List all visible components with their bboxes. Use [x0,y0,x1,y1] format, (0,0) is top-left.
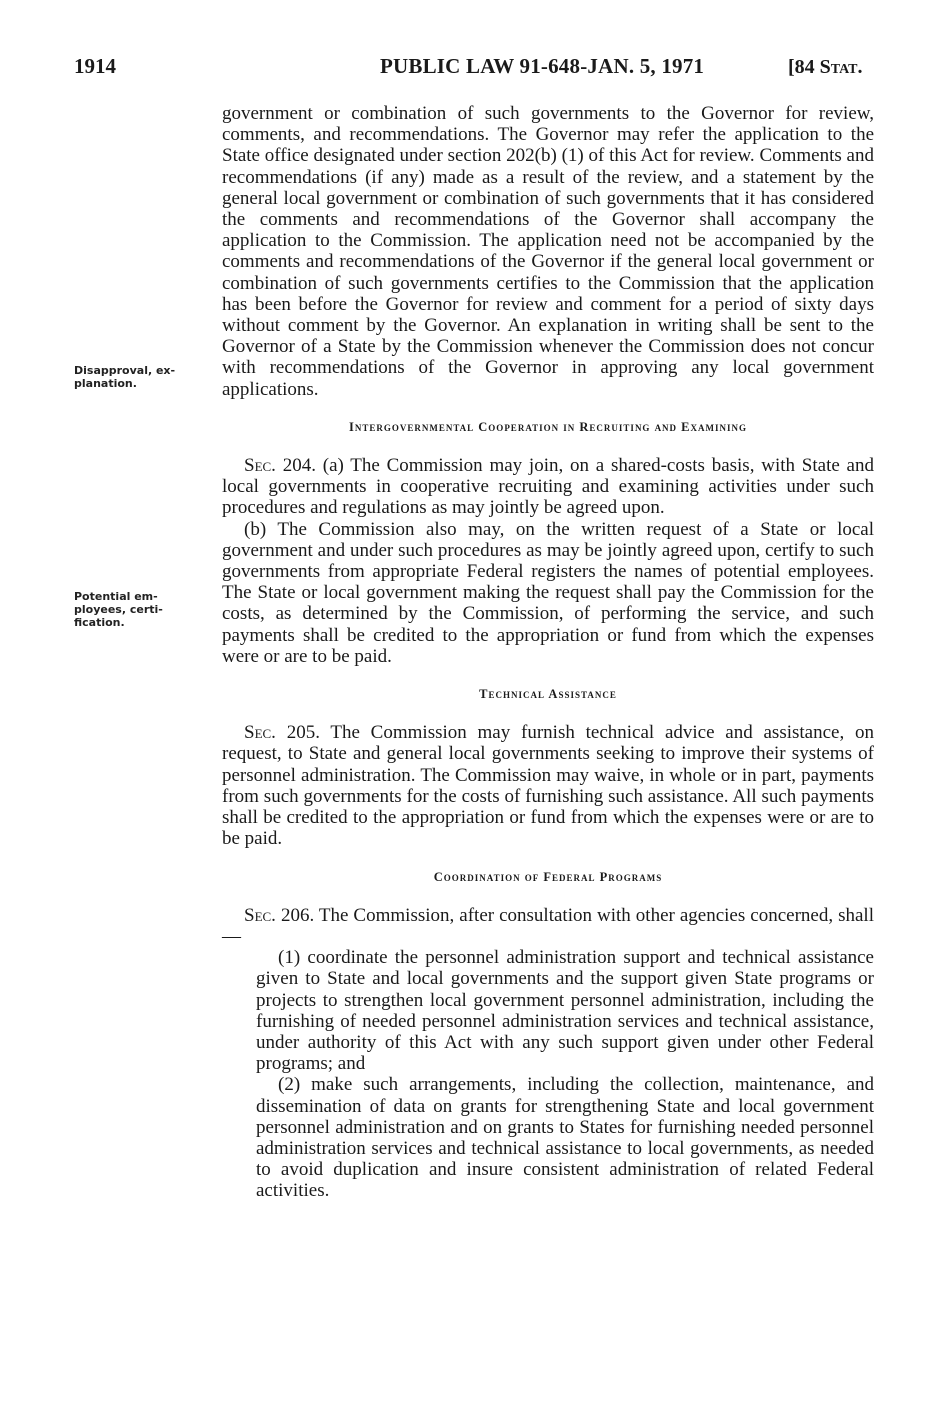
body-text [222,103,874,1202]
section-206-text: The Commission, after consultation with other agencies concerned, shall— [222,904,874,947]
section-204a [222,455,874,519]
margin-note-disapproval: Disapproval, ex- planation. [74,364,176,390]
section-205 [222,722,874,849]
heading-intergovernmental: Intergovernmental Cooperation in Recruiting and Examining [348,419,748,434]
page-number: 1914 [74,54,116,78]
section-204a-text: (a) The Commission may join, on a shared-costs basis, with State and local governments in cooperative recruiting and examining activities under such procedures and regulations as may jointly be agreed upon. [222,455,874,519]
volume-prefix: [84 [788,56,820,78]
section-205-text: The Commission may furnish technical advice and assistance, on request, to State and general local governments seeking to improve their systems of personnel administration. The Commission may waive, in whole or in part, payments from such governments for the costs of furnishing such assistance. All such payments shall be credited to the appropriation or fund from which the expenses were or are to be paid. [222,722,874,850]
margin-note-potential-employees: Potential em- ployees, certi- fication. [74,590,163,629]
section-206 [222,905,874,947]
section-206-label: Sec. 206. [244,904,315,926]
heading-technical-assistance: Technical Assistance [479,687,617,702]
heading-coordination: Coordination of Federal Programs [433,869,663,884]
section-206-item-2: (2) make such arrangements, including the collection, maintenance, and dissemination of data on grants for strengthening State and local government personnel administration and on grants to States for furnishing needed personnel administration services and technical assistance to local governments, as needed to avoid duplication and insure consistent administration of related Federal activities. [256,1074,874,1202]
volume-suffix: Stat. [819,56,863,78]
section-204b: (b) The Commission also may, on the written request of a State or local government and under such procedures as may be jointly agreed upon, certify to such governments from appropriate Federal registers the names of potential employees. The State or local government making the request shall pay the Commission for the costs, as determined by the Commission, of performing the service, and such payments shall be credited to the appropriation or fund from which the expenses were or are to be paid. [222,518,874,667]
section-205-label: Sec. 205. [244,722,320,744]
volume-citation [788,56,863,79]
paragraph-continuation: government or combination of such governments to the Governor for review, comments, and recommendations. The Governor may refer the application to the State office designated under section 202(b) (1) of this Act for review. Comments and recommendations (if any) made as a result of the review, and a statement by the general local government or combination of such governments that it has considered the comments and recommendations of the Governor shall accompany the application to the Commission. The application need not be accompanied by the comments and recommendations of the Governor if the general local government or combination of such governments certifies to the Commission that the application has been before the Governor for review and comment for a period of sixty days without comment by the Governor. An explanation in writing shall be sent to the Governor of a State by the Commission whenever the Commission does not concur with recommendations of the Governor in approving any local government applications. [222,103,874,400]
running-head: PUBLIC LAW 91-648-JAN. 5, 1971 [380,54,705,78]
section-204-label: Sec. 204. [244,455,316,477]
section-206-item-1: (1) coordinate the personnel administration support and technical assistance given to State and local governments and the support given State programs or projects to strengthen local government personnel administration, including the furnishing of needed personnel administration services and technical assistance, under authority of this Act with any such support given under other Federal programs; and [256,947,874,1075]
